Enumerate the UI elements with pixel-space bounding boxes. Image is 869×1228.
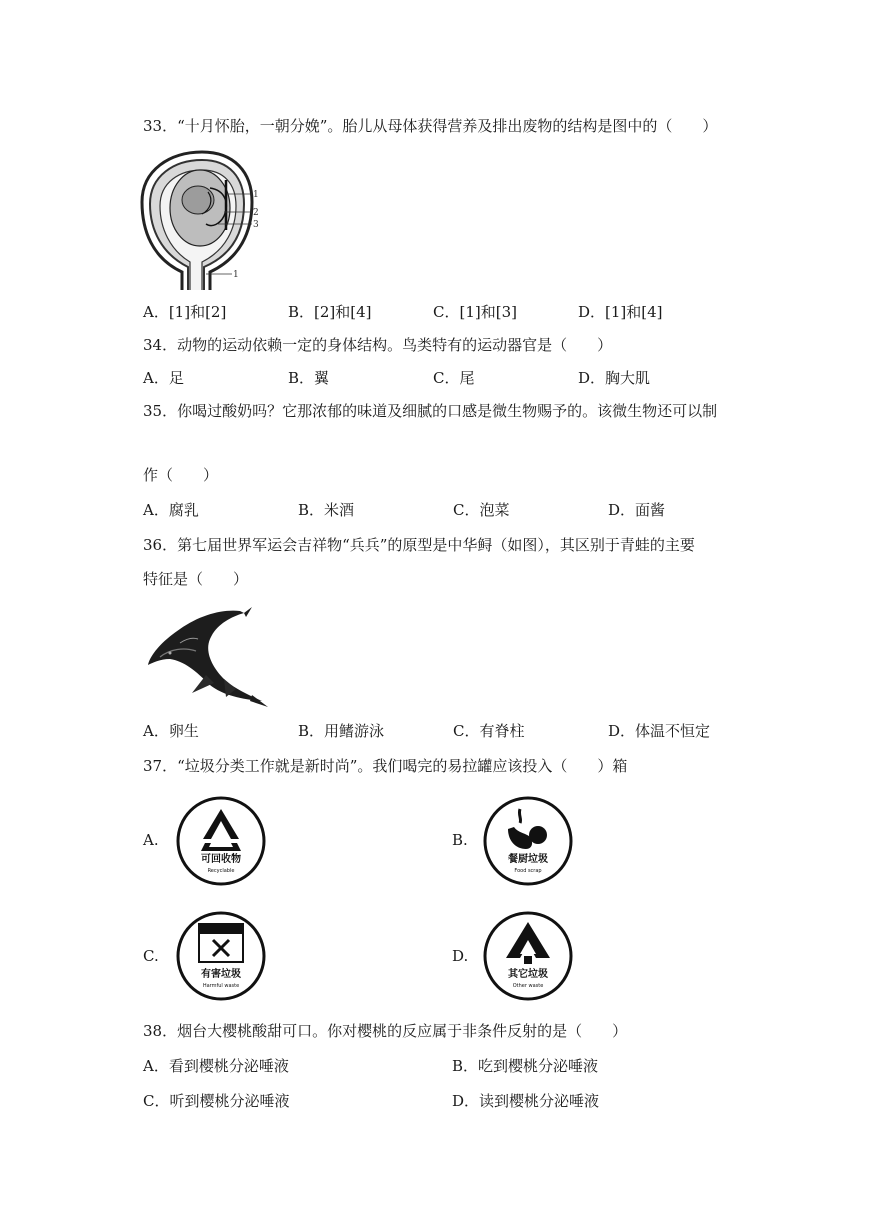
bin-d-cn: 其它垃圾 [508, 969, 548, 980]
bin-b-letter: B. [452, 831, 468, 849]
bin-a-letter: A. [143, 831, 159, 849]
q35-option-c: C．泡菜 [453, 501, 510, 519]
q35-option-a: A．腐乳 [143, 501, 199, 519]
q33-option-c: C．[1]和[3] [433, 303, 517, 321]
harmful-waste-bin-icon [175, 910, 267, 1002]
q35-option-d: D．面酱 [608, 501, 666, 519]
q36-option-d: D．体温不恒定 [608, 722, 711, 740]
bin-b-cn: 餐厨垃圾 [508, 854, 548, 865]
fig-label-2: 2 [253, 208, 259, 218]
q34-option-c: C．尾 [433, 369, 475, 387]
bin-a-en: Recyclable [207, 868, 235, 874]
q34-stem: 34．动物的运动依赖一定的身体结构。鸟类特有的运动器官是（ ） [143, 336, 613, 354]
q35-stem-cont: 作（ ） [143, 466, 219, 484]
bin-c-en: Harmful waste [202, 983, 240, 989]
q38-option-b: B．吃到樱桃分泌唾液 [452, 1057, 599, 1075]
bin-d-letter: D. [452, 947, 469, 965]
q34-option-a: A．足 [143, 369, 184, 387]
fig-label-1: 1 [253, 190, 259, 200]
q38-option-c: C．听到樱桃分泌唾液 [143, 1092, 290, 1110]
q36-option-a: A．卵生 [143, 722, 199, 740]
q38-option-a: A．看到樱桃分泌唾液 [143, 1057, 289, 1075]
bin-c-letter: C. [143, 947, 159, 965]
sturgeon-image [140, 603, 270, 707]
q36-option-b: B．用鳍游泳 [298, 722, 385, 740]
q35-stem: 35．你喝过酸奶吗？它那浓郁的味道及细腻的口感是微生物赐予的。该微生物还可以制 [143, 402, 718, 420]
bin-d-en: Other waste [512, 983, 544, 989]
q36-option-c: C．有脊柱 [453, 722, 525, 740]
q35-option-b: B．米酒 [298, 501, 355, 519]
q38-option-d: D．读到樱桃分泌唾液 [452, 1092, 600, 1110]
other-waste-bin-icon [482, 910, 574, 1002]
q33-option-a: A．[1]和[2] [143, 303, 227, 321]
q37-stem: 37．“垃圾分类工作就是新时尚”。我们喝完的易拉罐应该投入（ ）箱 [143, 757, 628, 775]
q34-option-d: D．胸大肌 [578, 369, 651, 387]
q33-option-d: D．[1]和[4] [578, 303, 663, 321]
fig-label-4: 1 [233, 270, 239, 280]
q36-stem-cont: 特征是（ ） [143, 570, 249, 588]
bin-b-en: Food scrap [514, 868, 542, 874]
fig-label-3: 3 [253, 220, 259, 230]
q33-option-b: B．[2]和[4] [288, 303, 372, 321]
q38-stem: 38．烟台大樱桃酸甜可口。你对樱桃的反应属于非条件反射的是（ ） [143, 1022, 628, 1040]
bin-c-cn: 有害垃圾 [201, 969, 241, 980]
food-scrap-bin-icon [482, 795, 574, 887]
q34-option-b: B．翼 [288, 369, 330, 387]
q33-stem: 33．“十月怀胎，一朝分娩”。胎儿从母体获得营养及排出废物的结构是图中的（ ） [143, 117, 718, 135]
q36-stem: 36．第七届世界军运会吉祥物“兵兵”的原型是中华鲟（如图），其区别于青蛙的主要 [143, 536, 695, 554]
recyclable-bin-icon [175, 795, 267, 887]
uterus-fetus-diagram [140, 150, 265, 295]
bin-a-cn: 可回收物 [201, 854, 241, 865]
